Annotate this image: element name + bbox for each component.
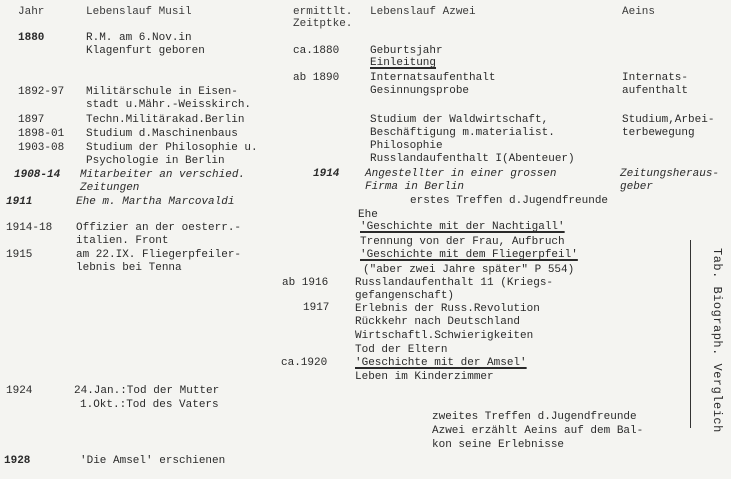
zeit-ab1890: ab 1890 bbox=[293, 72, 340, 84]
musil-year-1928: 1928 bbox=[4, 455, 31, 467]
azwei-internat-line1: Internatsaufenthalt bbox=[370, 72, 496, 84]
zeit-1917: 1917 bbox=[303, 302, 330, 314]
musil-techn: Techn.Militärakad.Berlin bbox=[86, 114, 245, 126]
zeit-1914: 1914 bbox=[313, 168, 340, 180]
header-lebenslauf-musil: Lebenslauf Musil bbox=[86, 6, 192, 18]
aeins-studium-line2: terbewegung bbox=[622, 127, 695, 139]
aeins-studium-line1: Studium,Arbei- bbox=[622, 114, 715, 126]
musil-military-line2: stadt u.Mähr.-Weisskirch. bbox=[86, 99, 252, 111]
azwei-waldwirtschaft: Studium der Waldwirtschaft, bbox=[370, 114, 549, 126]
azwei-beschaeftigung: Beschäftigung m.materialist. bbox=[370, 127, 555, 139]
musil-year-1908: 1908-14 bbox=[14, 169, 61, 181]
zeit-ca1880: ca.1880 bbox=[293, 45, 340, 57]
musil-philosophie-line2: Psychologie in Berlin bbox=[86, 155, 225, 167]
aeins-zeitung-line2: geber bbox=[620, 181, 654, 193]
azwei-angestellter-line2: Firma in Berlin bbox=[365, 181, 465, 193]
zeit-ab1916: ab 1916 bbox=[282, 277, 329, 289]
azwei-russland-2-line2: gefangenschaft) bbox=[355, 290, 455, 302]
azwei-amsel: 'Geschichte mit der Amsel' bbox=[355, 357, 527, 369]
azwei-ehe: Ehe bbox=[358, 209, 378, 221]
musil-military-line1: Militärschule in Eisen- bbox=[86, 86, 238, 98]
azwei-erlebnisse: kon seine Erlebnisse bbox=[432, 439, 565, 451]
musil-year-1914: 1914-18 bbox=[6, 222, 53, 234]
azwei-erstes-treffen: erstes Treffen d.Jugendfreunde bbox=[410, 195, 609, 207]
musil-year-1911: 1911 bbox=[6, 196, 33, 208]
header-jahr: Jahr bbox=[18, 6, 45, 18]
musil-flieger-line2: lebnis bei Tenna bbox=[76, 262, 182, 274]
azwei-einleitung: Einleitung bbox=[370, 57, 437, 69]
side-label: Tab. Biograph. Vergleich bbox=[710, 248, 724, 433]
azwei-erzaehlt: Azwei erzählt Aeins auf dem Bal- bbox=[432, 425, 644, 437]
azwei-zweites-treffen: zweites Treffen d.Jugendfreunde bbox=[432, 411, 637, 423]
musil-year-1903: 1903-08 bbox=[18, 142, 65, 154]
azwei-russland-2-line1: Russlandaufenthalt 11 (Kriegs- bbox=[355, 277, 554, 289]
azwei-angestellter-line1: Angestellter in einer grossen bbox=[365, 168, 557, 180]
zeit-ca1920: ca.1920 bbox=[281, 357, 328, 369]
musil-mitarbeiter-line2: Zeitungen bbox=[80, 182, 140, 194]
musil-year-1892: 1892-97 bbox=[18, 86, 65, 98]
azwei-zwei-jahre: ("aber zwei Jahre später" P 554) bbox=[363, 264, 575, 276]
side-divider-line bbox=[690, 240, 691, 428]
azwei-fliegerpfeil: 'Geschichte mit dem Fliegerpfeil' bbox=[360, 249, 578, 261]
azwei-geburtsjahr: Geburtsjahr bbox=[370, 45, 443, 57]
aeins-internat-line1: Internats- bbox=[622, 72, 689, 84]
azwei-kinderzimmer: Leben im Kinderzimmer bbox=[355, 371, 494, 383]
header-lebenslauf-azwei: Lebenslauf Azwei bbox=[370, 6, 476, 18]
azwei-internat-line2: Gesinnungsprobe bbox=[370, 85, 470, 97]
azwei-nachtigall: 'Geschichte mit der Nachtigall' bbox=[360, 221, 565, 233]
azwei-philosophie: Philosophie bbox=[370, 140, 443, 152]
musil-mitarbeiter-line1: Mitarbeiter an verschied. bbox=[80, 169, 246, 181]
musil-philosophie-line1: Studium der Philosophie u. bbox=[86, 142, 258, 154]
musil-born-line1: R.M. am 6.Nov.in bbox=[86, 32, 192, 44]
musil-offizier-line1: Offizier an der oesterr.- bbox=[76, 222, 242, 234]
musil-offizier-line2: italien. Front bbox=[76, 235, 169, 247]
azwei-rueckkehr: Rückkehr nach Deutschland bbox=[355, 316, 521, 328]
aeins-zeitung-line1: Zeitungsheraus- bbox=[620, 168, 720, 180]
musil-tod-vater: 1.Okt.:Tod des Vaters bbox=[80, 399, 219, 411]
aeins-internat-line2: aufenthalt bbox=[622, 85, 689, 97]
header-ermittlt: ermittlt. bbox=[293, 6, 353, 18]
musil-tod-mutter: 24.Jan.:Tod der Mutter bbox=[74, 385, 220, 397]
musil-born-line2: Klagenfurt geboren bbox=[86, 45, 205, 57]
musil-amsel-erschienen: 'Die Amsel' erschienen bbox=[80, 455, 226, 467]
musil-year-1897: 1897 bbox=[18, 114, 45, 126]
musil-year-1915: 1915 bbox=[6, 249, 33, 261]
azwei-russland-1: Russlandaufenthalt I(Abenteuer) bbox=[370, 153, 575, 165]
azwei-tod-eltern: Tod der Eltern bbox=[355, 344, 448, 356]
azwei-wirtschaftl: Wirtschaftl.Schwierigkeiten bbox=[355, 330, 534, 342]
musil-year-1898: 1898-01 bbox=[18, 128, 65, 140]
musil-ehe: Ehe m. Martha Marcovaldi bbox=[76, 196, 235, 208]
header-zeitptke: Zeitptke. bbox=[293, 18, 353, 30]
azwei-trennung: Trennung von der Frau, Aufbruch bbox=[360, 236, 565, 248]
musil-flieger-line1: am 22.IX. Fliegerpfeiler- bbox=[76, 249, 242, 261]
header-aeins: Aeins bbox=[622, 6, 656, 18]
musil-maschinenbau: Studium d.Maschinenbaus bbox=[86, 128, 238, 140]
musil-year-1880: 1880 bbox=[18, 32, 45, 44]
musil-year-1924: 1924 bbox=[6, 385, 33, 397]
azwei-revolution: Erlebnis der Russ.Revolution bbox=[355, 303, 540, 315]
